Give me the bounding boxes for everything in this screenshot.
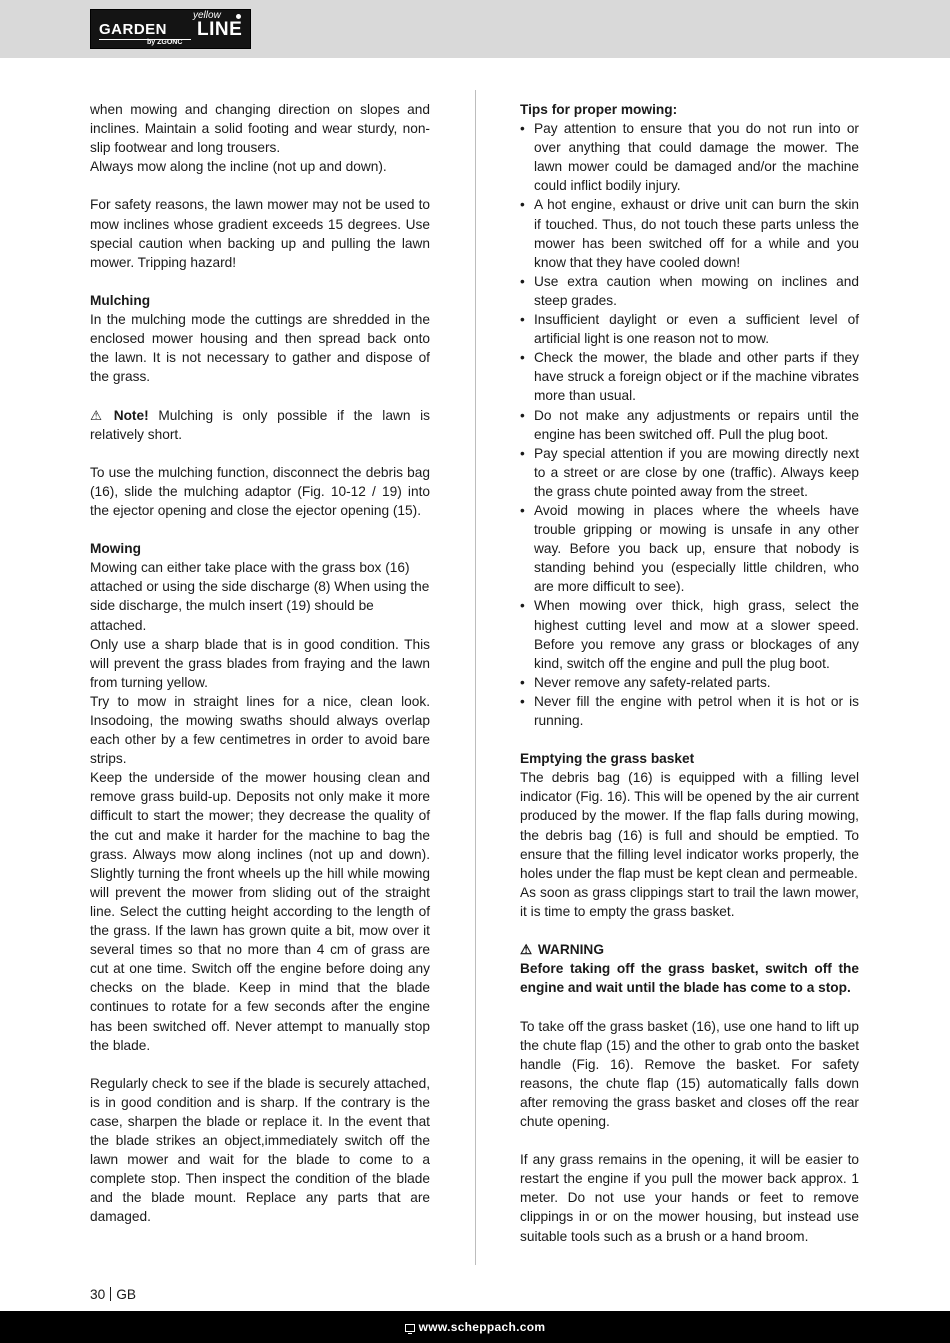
logo-by-text: by ZGONC	[147, 39, 183, 46]
list-item: • Insufficient daylight or even a sufficient level of artificial light is one reason not to mow.	[520, 310, 859, 348]
paragraph: For safety reasons, the lawn mower may not be used to mow inclines whose gradient exceeds 15 degrees. Use special caution when backing up and pulling the lawn mower. Tripping hazard!	[90, 197, 430, 270]
heading-tips: Tips for proper mowing:	[520, 102, 678, 117]
paragraph: In the mulching mode the cuttings are shredded in the enclosed mower housing and then spread back onto the lawn. It is not necessary to gather and dispose of the grass.	[90, 312, 430, 385]
left-column	[90, 100, 430, 1227]
warning-heading	[520, 940, 859, 959]
page-number	[90, 1287, 136, 1302]
list-item: • Never fill the engine with petrol when it is hot or is running.	[520, 692, 859, 730]
footer-bar	[0, 1311, 950, 1343]
list-item: • Pay attention to ensure that you do not run into or over anything that could damage the mower. The lawn mower could be damaged and/or the machine could inflict bodily injury.	[520, 119, 859, 195]
paragraph: Keep the underside of the mower housing clean and remove grass build-up. Deposits not only make it more difficult to start the mower; they decrease the quality of the cut and make it harder for the machine to bag the grass. Always mow along inclines (not up and down). Slightly turning the front wheels up the hill while mowing will prevent the mower from sliding out of the straight line. Select the cutting height according to the length of the grass. If the lawn has grown quite a bit, mow over it several times so that no more than 4 cm of grass are cut at one time. Switch off the engine before doing any checks on the blade. Keep in mind that the blade continues to rotate for a few seconds after the engine has been switched off. Never attempt to manually stop the blade.	[90, 770, 430, 1053]
list-item: • A hot engine, exhaust or drive unit can burn the skin if touched. Thus, do not touch these parts unless the mower has been switched off for a while and you know that they have cooled down!	[520, 195, 859, 271]
note-label: Note!	[113, 407, 149, 423]
list-item: • Do not make any adjustments or repairs until the engine has been switched off. Pull the plug boot.	[520, 406, 859, 444]
gardenline-logo	[90, 9, 251, 49]
logo-yellow-text: yellow	[193, 10, 221, 21]
list-item: • Use extra caution when mowing on inclines and steep grades.	[520, 272, 859, 310]
list-item: • Avoid mowing in places where the wheels have trouble gripping or mowing is unsafe in any other way. Before you back up, ensure that nobody is standing behind you (especially little children, who are more difficult to see).	[520, 501, 859, 596]
page-language: GB	[116, 1287, 137, 1302]
paragraph: Regularly check to see if the blade is securely attached, is in good condition and is sharp. If the contrary is the case, sharpen the blade or replace it. In the event that the blade strikes an object,immediately switch off the lawn mower and wait for the blade to come to a complete stop. Then inspect the condition of the blade and the blade mount. Replace any parts that are damaged.	[90, 1075, 430, 1225]
paragraph: Only use a sharp blade that is in good condition. This will prevent the grass blades from fraying and the lawn from turning yellow.	[90, 636, 430, 690]
list-item: • When mowing over thick, high grass, select the highest cutting level and mow at a slower speed. Before you remove any grass or blockages of any kind, switch off the engine and pull the plug boot.	[520, 596, 859, 672]
right-column	[520, 100, 859, 1246]
heading-emptying: Emptying the grass basket	[520, 751, 695, 767]
paragraph: Mowing can either take place with the grass box (16) attached or using the side discharge (8) When using the side discharge, the mulch insert (19) should be attached.	[90, 560, 430, 633]
warning-label: WARNING	[537, 942, 604, 958]
warning-icon: ⚠	[90, 407, 103, 423]
monitor-icon	[405, 1324, 415, 1332]
paragraph: The debris bag (16) is equipped with a filling level indicator (Fig. 16). This will be opened by the air current produced by the mower. If the flap falls during mowing, the debris bag (16) is full and should be emptied. To ensure that the filling level indicator works properly, the holes under the flap must be kept clean and permeable.	[520, 770, 859, 881]
page-number-value: 30	[90, 1287, 106, 1302]
page-number-separator	[110, 1287, 111, 1301]
tips-list	[520, 119, 859, 730]
footer-url[interactable]: www.scheppach.com	[418, 1320, 546, 1334]
list-item: • Pay special attention if you are mowing directly next to a street or are close by one (traffic). Always keep the grass chute pointed away from the street.	[520, 444, 859, 501]
logo-garden-text: GARDEN	[99, 21, 168, 38]
heading-mowing: Mowing	[90, 541, 141, 557]
warning-icon: ⚠	[520, 942, 533, 958]
paragraph: As soon as grass clippings start to trail the lawn mower, it is time to empty the grass basket.	[520, 884, 859, 919]
logo-line-text: LINE	[197, 19, 243, 40]
paragraph: If any grass remains in the opening, it will be easier to restart the engine if you pull the mower back approx. 1 meter. Do not use your hands or feet to remove clippings in or on the mower housing, but instead use suitable tools such as a brush or a hand broom.	[520, 1152, 859, 1244]
paragraph: Try to mow in straight lines for a nice, clean look. Insodoing, the mowing swaths should always overlap each other by a few centimetres in order to avoid bare strips.	[90, 693, 430, 767]
header-bar	[0, 0, 950, 58]
footer-link[interactable]	[0, 1320, 950, 1334]
paragraph: Always mow along the incline (not up and down).	[90, 159, 387, 175]
heading-mulching: Mulching	[90, 292, 151, 308]
note-text: Mulching is only possible if the lawn is relatively short.	[90, 407, 430, 442]
paragraph: when mowing and changing direction on slopes and inclines. Maintain a solid footing and wear sturdy, non-slip footwear and long trousers.	[90, 102, 430, 156]
column-divider	[475, 90, 476, 1265]
paragraph: To take off the grass basket (16), use one hand to lift up the chute flap (15) and the other to grab onto the basket handle (Fig. 16). Remove the basket. For safety reasons, the chute flap (15) automatically falls down after removing the grass basket and closes off the rear chute opening.	[520, 1018, 859, 1129]
note-paragraph	[90, 406, 430, 444]
list-item: • Check the mower, the blade and other parts if they have struck a foreign object or if the machine vibrates more than usual.	[520, 348, 859, 405]
list-item: • Never remove any safety-related parts.	[520, 673, 859, 692]
paragraph: To use the mulching function, disconnect the debris bag (16), slide the mulching adaptor (Fig. 10-12 / 19) into the ejector opening and close the ejector opening (15).	[90, 464, 430, 518]
warning-text: Before taking off the grass basket, switch off the engine and wait until the blade has come to a stop.	[520, 961, 859, 996]
